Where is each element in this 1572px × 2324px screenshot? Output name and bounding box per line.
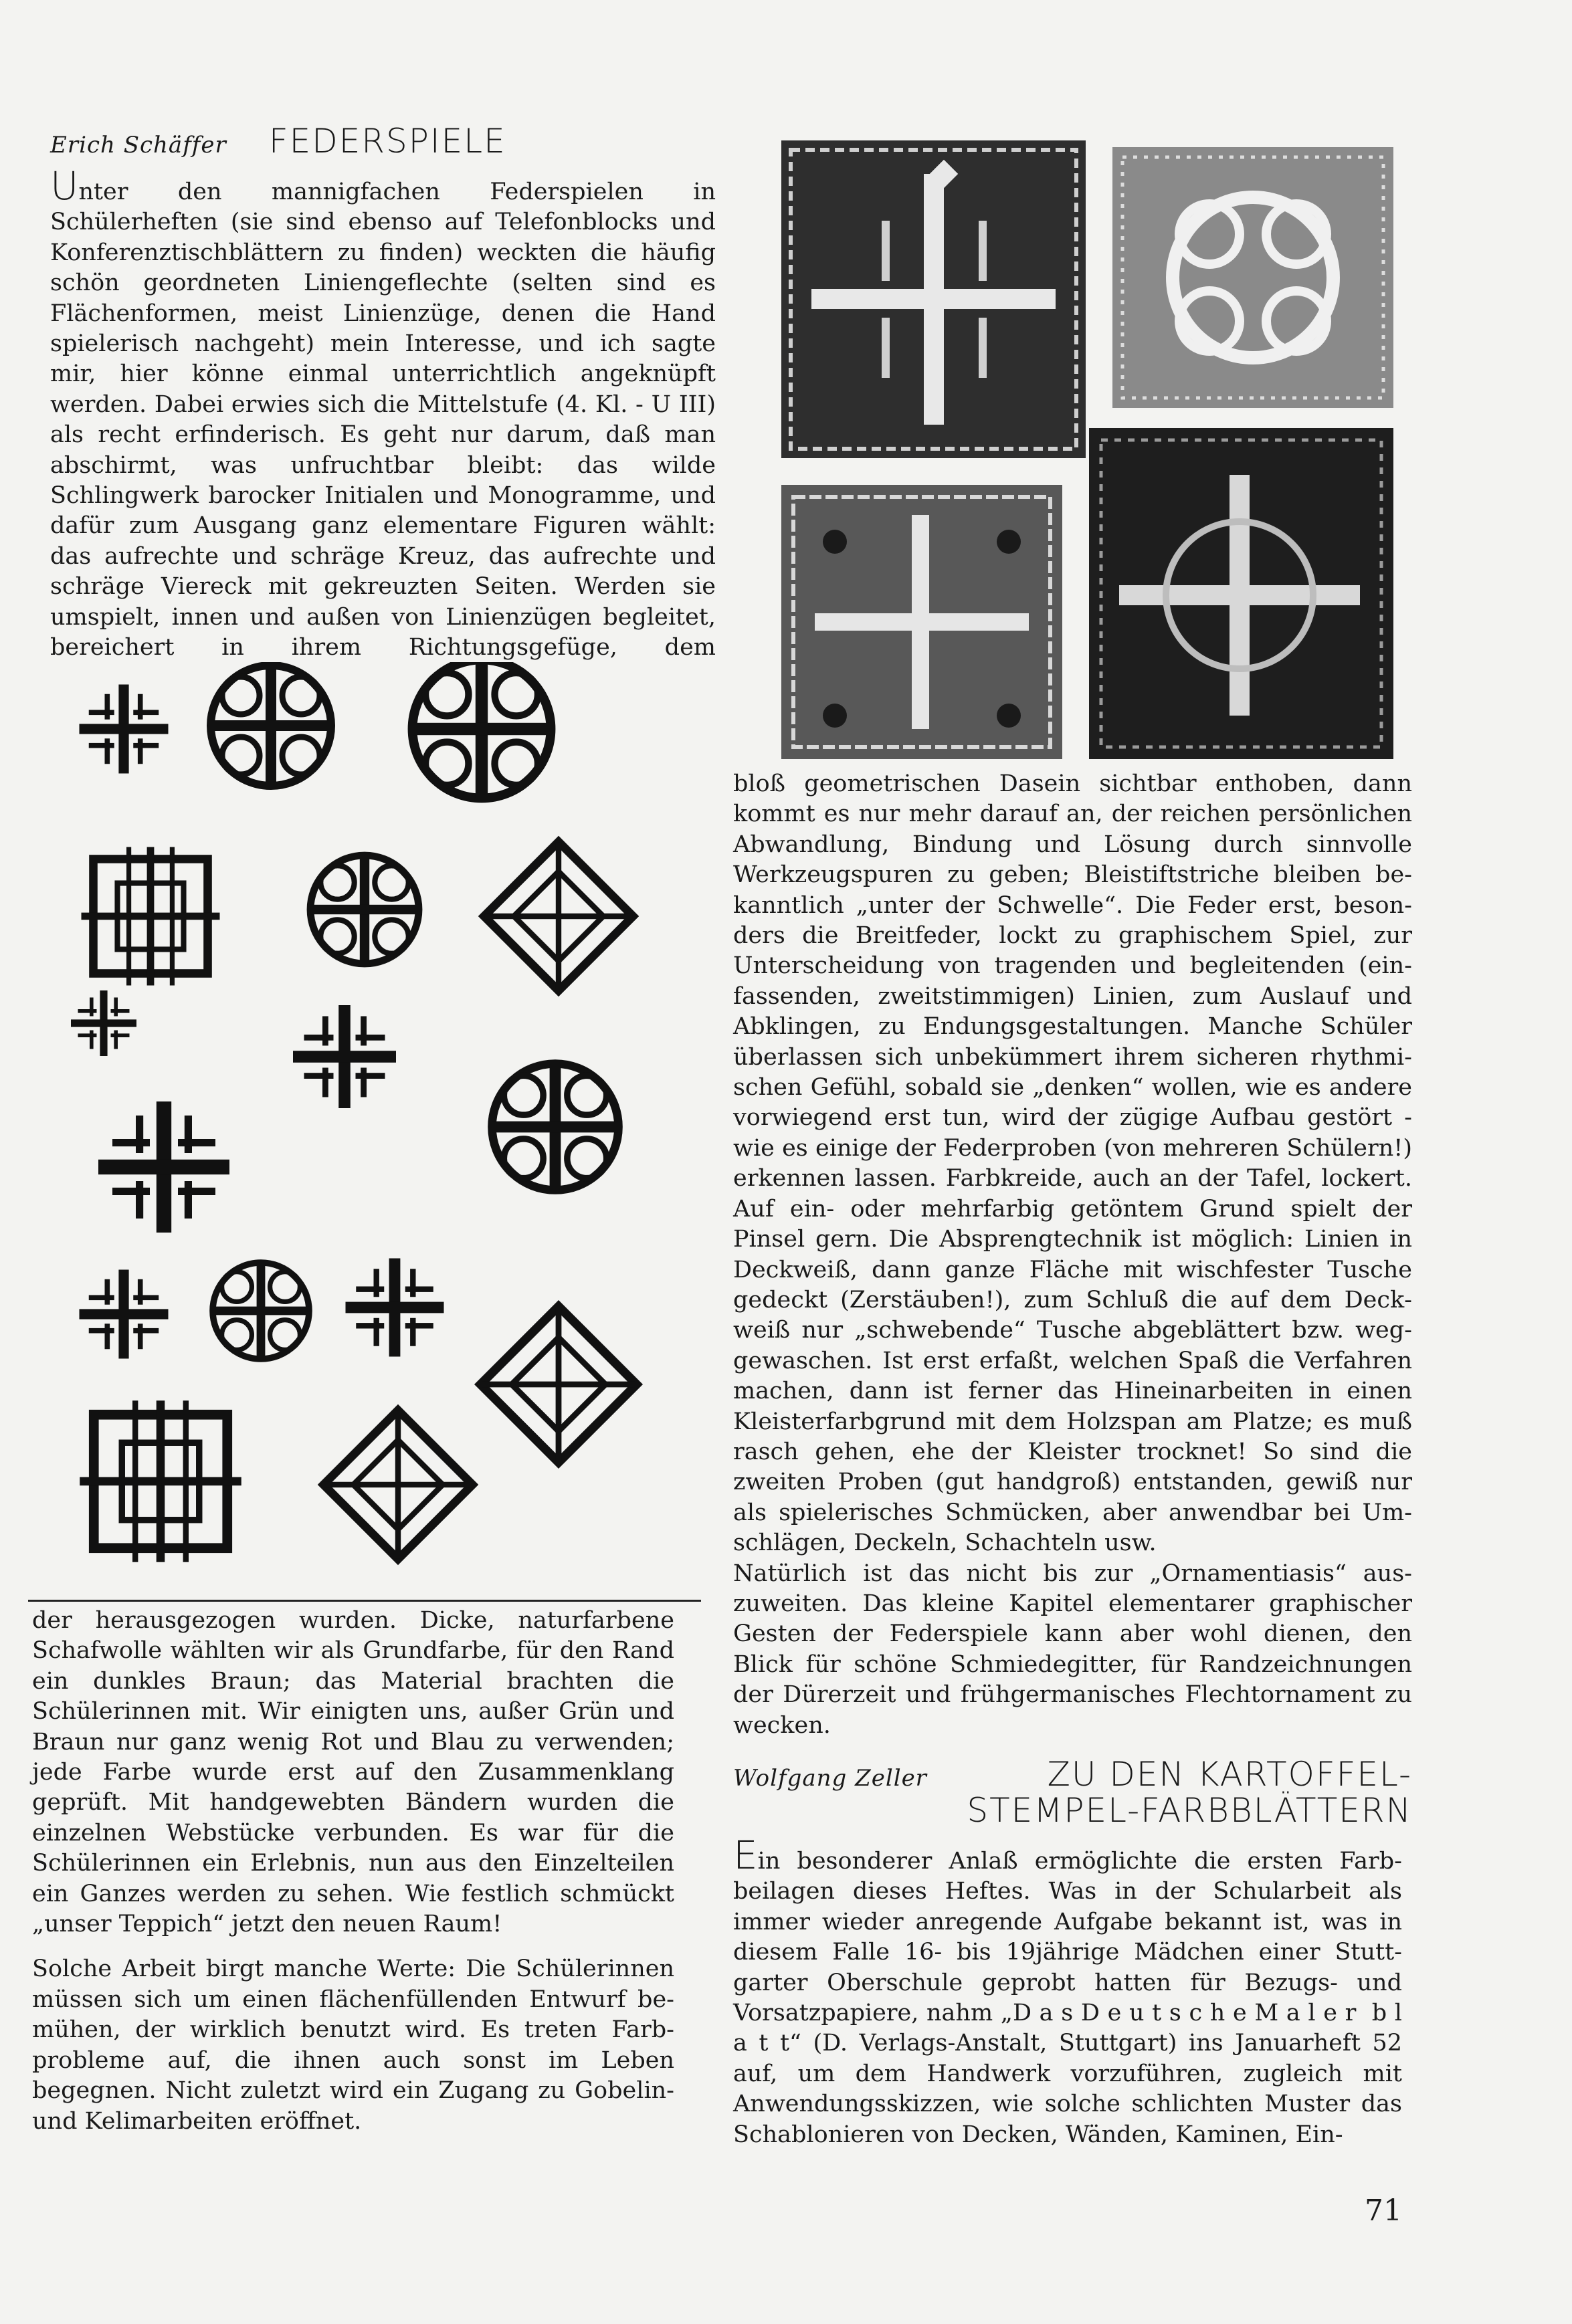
- article1-initial: U: [50, 163, 79, 209]
- photo-cross-dark: [781, 140, 1086, 458]
- article2-header: [733, 1755, 1412, 1830]
- article1-title: FEDERSPIELE: [268, 122, 506, 161]
- section-divider: [28, 1600, 701, 1602]
- photo-knot-light: [1112, 147, 1393, 408]
- article2-author: Wolfgang Zeller: [733, 1765, 927, 1792]
- article1-continuation-1: bloß geometrischen Dasein sichtbar enthoben, dann kommt es nur mehr darauf an, der reichen persönlichen Abwandlung, Bindung und Lösung durch sinnvolle Werkzeugspuren zu geben; Bleistiftstriche bleiben bekanntlich „unter der Schwelle“. Die Feder erst, besonders die Breitfeder, lockt zu graphischem Spiel, zur Unterscheidung von tragenden und begleitenden (einfassenden, zweitstimmigen) Linien, zum Auslauf und Abklingen, zu Endungsgestaltungen. Manche Schüler überlassen sich unbekümmert ihrem sicheren rhythmischen Gefühl, sobald sie „denken“ wollen, wie es andere vorwiegend erst tun, wird der zügige Aufbau gestört - wie es einige der Federproben (von mehreren Schülern!) erkennen lassen. Farbkreide, auch an der Tafel, lockert. Auf ein- oder mehrfarbig getöntem Grund spielt der Pinsel gern. Die Absprengtechnik ist möglich: Linien in Deckweiß, dann ganze Fläche mit wischfester Tusche gedeckt (Zerstäuben!), zum Schluß die auf dem Deckweiß nur „schwebende“ Tusche abgeblättert bzw. weggewaschen. Ist erst erfaßt, welchen Spaß die Verfahren machen, dann ist ferner das Hineinarbeiten in einen Kleisterfarbgrund mit dem Holzspan am Platze; es muß rasch gehen, ehe der Kleister trocknet! So sind die zweiten Proben (gut handgroß) entstanden, gewiß nur als spielerisches Schmücken, aber anwendbar bei Umschlägen, Deckeln, Schachteln usw.: [733, 770, 1412, 1557]
- previous-article-para-1: der herausgezogen wurden. Dicke, naturfarbene Schafwolle wählten wir als Grundfarbe, für den Rand ein dunkles Braun; das Material brachten die Schülerinnen mit. Wir einigten uns, außer Grün und Braun nur ganz wenig Rot und Blau zu verwenden; jede Farbe wurde erst auf den Zusammenklang geprüft. Mit handgewebten Bändern wurden die einzelnen Webstücke verbunden. Es war für die Schülerinnen ein Erlebnis, nun aus den Einzelteilen ein Ganzes werden zu sehen. Wie festlich schmückt „unser Teppich“ jetzt den neuen Raum!: [32, 1607, 674, 1938]
- previous-article-text: [32, 1606, 674, 2137]
- article2-intro-text: in besonderer Anlaß ermöglichte die ersten Farbbeilagen dieses Heftes. Was in der Schularbeit als immer wieder anregende Aufgabe bekannt ist, was in diesem Falle 16- bis 19jährige Mädchen einer Stuttgarter Oberschule geprobt hatten für Bezugs- und Vorsatzpapiere, nahm „D a s D e u t s c h e M a l e r b l a t t“ (D. Verlags-Anstalt, Stuttgart) ins Januarheft 52 auf, um dem Handwerk vorzuführen, zugleich mit Anwendungsskizzen, wie solche schlichten Muster das Schablonieren von Decken, Wänden, Kaminen, Ein-: [733, 1848, 1402, 2148]
- colored-paper-photos: [781, 140, 1393, 759]
- article2-initial: E: [733, 1832, 758, 1878]
- previous-article-para-2: Solche Arbeit birgt manche Werte: Die Schülerinnen müssen sich um einen flächenfüllenden Entwurf bemühen, der wirklich benutzt wird. Es treten Farbprobleme auf, die ihnen auch sonst im Leben begegnen. Nicht zuletzt wird ein Zugang zu Gobelin- und Kelimarbeiten eröffnet.: [32, 1956, 674, 2135]
- page-number: 71: [1365, 2194, 1402, 2228]
- article1-continuation-2: Natürlich ist das nicht bis zur „Ornamentiasis“ auszuweiten. Das kleine Kapitel elementarer graphischer Gesten der Federspiele kann aber wohl dienen, den Blick für schöne Schmiedegitter, für Randzeichnungen der Dürerzeit und frühgermanisches Flechtornament zu wecken.: [733, 1560, 1412, 1739]
- article2-text: [733, 1832, 1402, 2150]
- photo-cross-black: [1089, 428, 1393, 759]
- article2-title-line-2: STEMPEL-FARBBLÄTTERN: [967, 1791, 1412, 1830]
- article1-continuation: [733, 769, 1412, 1741]
- article2-title-line-1: ZU DEN KARTOFFEL-: [1047, 1755, 1412, 1794]
- article1-intro: [50, 163, 716, 663]
- pen-play-ornaments: [64, 662, 706, 1585]
- article1-author: Erich Schäffer: [50, 132, 227, 159]
- article1-intro-text: nter den mannigfachen Federspielen in Schülerheften (sie sind ebenso auf Telefonblocks und Konferenztischblättern zu finden) weckten die häufig schön geordneten Liniengeflechte (selten sind es Flächenformen, meist Linienzüge, denen die Hand spielerisch nachgeht) mein Interesse, und ich sagte mir, hier könne einmal unterrichtlich angeknüpft werden. Dabei erwies sich die Mittelstufe (4. Kl. - U III) als recht erfinderisch. Es geht nur darum, daß man abschirmt, was unfruchtbar bleibt: das wilde Schlingwerk barocker Initialen und Monogramme, und dafür zum Ausgang ganz elementare Figuren wählt: das aufrechte und schräge Kreuz, das aufrechte und schräge Viereck mit gekreuzten Seiten. Werden sie umspielt, innen und außen von Linienzügen begleitet, bereichert in ihrem Richtungsgefüge, dem: [50, 179, 716, 661]
- photo-cross-medium: [781, 485, 1062, 759]
- article1-header: [50, 122, 716, 161]
